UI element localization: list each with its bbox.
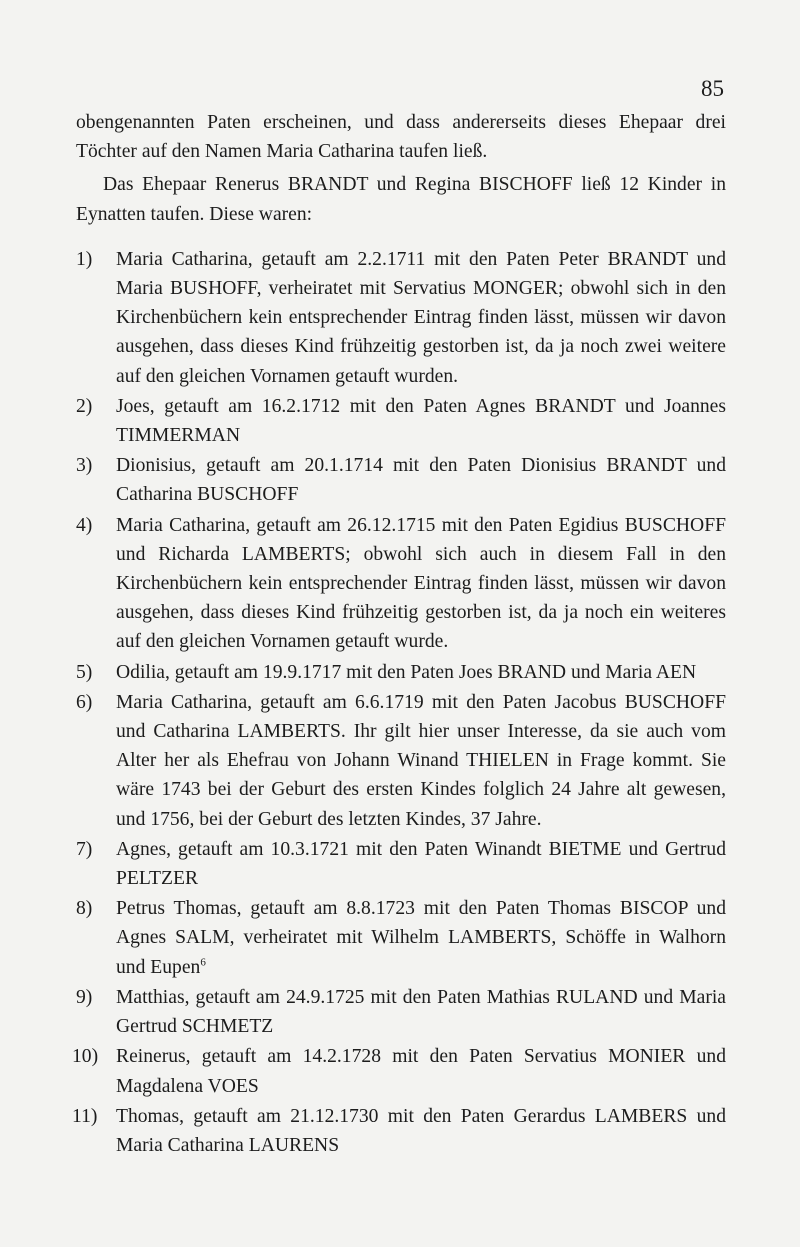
list-text: Maria Catharina, getauft am 26.12.1715 mit den Paten Egidius BUSCHOFF und Richarda LAMBERTS; obwohl sich auch in diesem Fall in den Kirchenbüchern kein entsprechender Eintrag finden lässt, müssen wir davon ausgehen, dass dieses Kind frühzeitig gestorben ist, da ja noch ein weiteres auf den gleichen Vornamen getauft wurde. <box>116 514 726 653</box>
list-number: 4) <box>76 514 93 536</box>
list-number: 1) <box>76 248 93 270</box>
list-item <box>76 392 726 450</box>
list-item <box>72 1102 726 1160</box>
list-number: 2) <box>76 395 93 417</box>
list-item <box>72 1042 726 1100</box>
list-text: Maria Catharina, getauft am 6.6.1719 mit den Paten Jacobus BUSCHOFF und Catharina LAMBERTS. Ihr gilt hier unser Interesse, da sie auch vom Alter her als Ehefrau von Johann Winand THIELEN in Frage kommt. Sie wäre 1743 bei der Geburt des ersten Kindes folglich 24 Jahre alt gewesen, und 1756, bei der Geburt des letzten Kindes, 37 Jahre. <box>116 691 726 830</box>
list-text: Agnes, getauft am 10.3.1721 mit den Paten Winandt BIETME und Gertrud PELTZER <box>116 838 726 890</box>
page-number: 85 <box>701 76 724 101</box>
list-number: 8) <box>76 898 93 920</box>
list-item <box>76 894 726 982</box>
list-number: 11) <box>72 1105 98 1127</box>
list-text: Joes, getauft am 16.2.1712 mit den Paten Agnes BRANDT und Joannes TIMMERMAN <box>116 395 726 447</box>
list-item <box>76 688 726 834</box>
list-number: 9) <box>76 986 93 1008</box>
list-number: 10) <box>72 1046 99 1068</box>
list-item <box>76 451 726 509</box>
list-item <box>76 983 726 1041</box>
list-text: Dionisius, getauft am 20.1.1714 mit den Paten Dionisius BRANDT und Catharina BUSCHOFF <box>116 455 726 506</box>
list-text: Matthias, getauft am 24.9.1725 mit den Paten Mathias RULAND und Maria Gertrud SCHMETZ <box>116 986 726 1038</box>
list-number: 6) <box>76 691 93 713</box>
paragraph-intro: Das Ehepaar Renerus BRANDT und Regina BISCHOFF ließ 12 Kinder in Eynatten taufen. Diese waren: <box>76 174 726 225</box>
children-list <box>72 245 726 1160</box>
list-number: 3) <box>76 455 93 477</box>
list-number: 7) <box>76 838 93 860</box>
list-text: Thomas, getauft am 21.12.1730 mit den Paten Gerardus LAMBERS und Maria Catharina LAURENS <box>116 1105 726 1156</box>
list-item <box>76 245 726 391</box>
list-text: Reinerus, getauft am 14.2.1728 mit den Paten Servatius MONIER und Magdalena VOES <box>116 1046 726 1097</box>
list-item <box>76 835 726 893</box>
list-text: Maria Catharina, getauft am 2.2.1711 mit den Paten Peter BRANDT und Maria BUSHOFF, verheiratet mit Servatius MONGER; obwohl sich in den Kirchenbüchern kein entsprechender Eintrag finden lässt, müssen wir davon ausgehen, dass dieses Kind frühzeitig gestorben ist, da ja noch zwei weitere auf den gleichen Vornamen getauft wurden. <box>116 248 726 387</box>
page-body <box>72 108 726 1161</box>
paragraph-continuation: obengenannten Paten erscheinen, und dass andererseits dieses Ehepaar drei Töchter auf den Namen Maria Catharina taufen ließ. <box>76 112 726 163</box>
footnote-marker: 6 <box>200 956 206 969</box>
list-text: Odilia, getauft am 19.9.1717 mit den Paten Joes BRAND und Maria AEN <box>116 661 697 683</box>
list-text: Petrus Thomas, getauft am 8.8.1723 mit den Paten Thomas BISCOP und Agnes SALM, verheiratet mit Wilhelm LAMBERTS, Schöffe in Walhorn und Eupen <box>116 898 726 978</box>
list-number: 5) <box>76 661 93 683</box>
list-item <box>76 511 726 657</box>
list-item <box>76 658 726 687</box>
